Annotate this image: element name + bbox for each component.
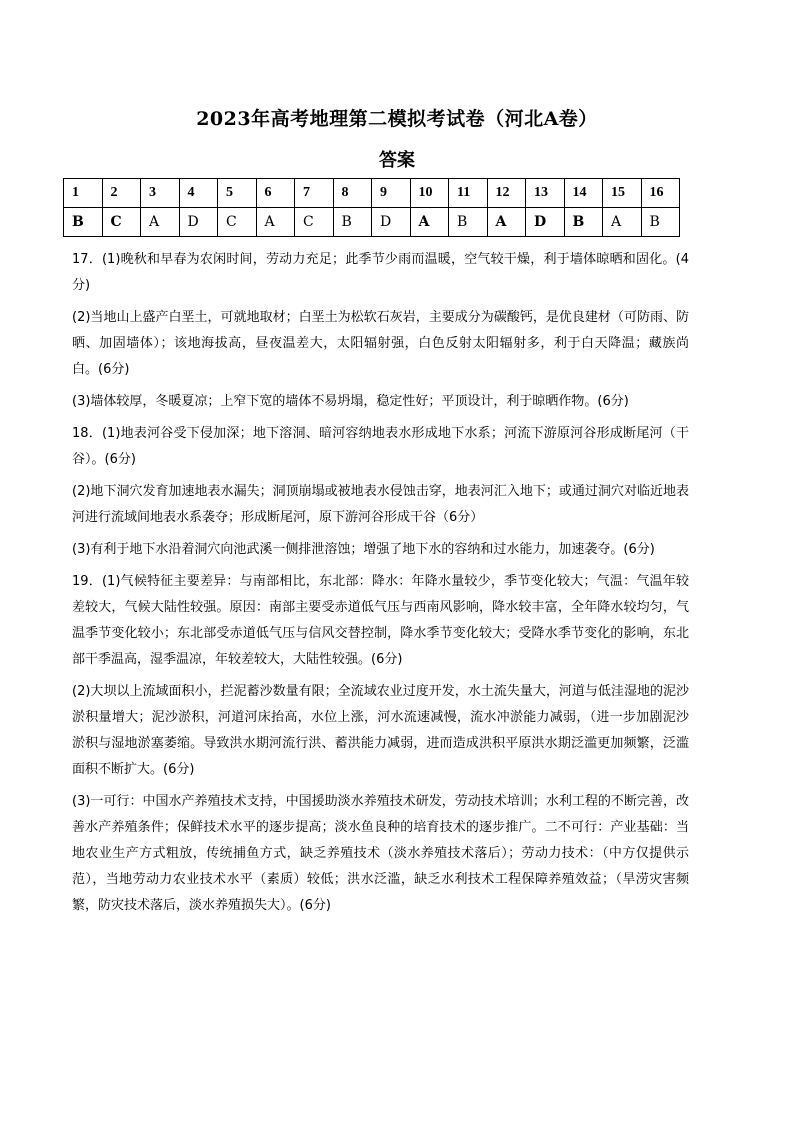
- answer-cell: A: [487, 208, 526, 237]
- question-number: 2: [102, 179, 141, 208]
- answer-cell: A: [141, 208, 180, 237]
- answer-paragraph: 19．(1)气候特征主要差异：与南部相比，东北部：降水：年降水量较少，季节变化较大；气温：气温年较差较大，气候大陆性较强。原因：南部主要受赤道低气压与西南风影响，降水较丰富，全年降水较均匀，气温季节变化较小；东北部受赤道低气压与信风交替控制，降水季节变化较大；受降水季节变化的影响，东北部干季温高，湿季温凉，年较差较大，大陆性较强。(6分): [72, 574, 689, 667]
- question-number: 12: [487, 179, 526, 208]
- answer-cell: B: [641, 208, 680, 237]
- question-number: 6: [256, 179, 295, 208]
- answer-cell: A: [603, 208, 642, 237]
- answer-paragraph: (2)地下洞穴发育加速地表水漏失；洞顶崩塌或被地表水侵蚀击穿，地表河汇入地下；或通过洞穴对临近地表河进行流域间地表水系袭夺；形成断尾河，原下游河谷形成干谷（6分）: [72, 484, 689, 525]
- question-number: 4: [179, 179, 218, 208]
- answer-cell: A: [410, 208, 449, 237]
- question-number: 16: [641, 179, 680, 208]
- answer-paragraph: (2)大坝以上流域面积小，拦泥蓄沙数量有限；全流域农业过度开发，水土流失量大，河道与低洼湿地的泥沙淤积量增大；泥沙淤积，河道河床抬高，水位上涨，河水流速减慢，流水冲淤能力减弱，（进一步加剧泥沙淤积与湿地淤塞萎缩。导致洪水期河流行洪、蓄洪能力减弱，进而造成洪积平原洪水期泛滥更加频繁，泛滥面积不断扩大。(6分): [72, 684, 689, 777]
- answer-cell: B: [564, 208, 603, 237]
- question-number: 9: [372, 179, 411, 208]
- answer-cell: B: [333, 208, 372, 237]
- page-title: 2023年高考地理第二模拟考试卷（河北A卷）: [196, 108, 598, 130]
- answer-paragraph: (3)有利于地下水沿着洞穴向池武溪一侧排泄溶蚀；增强了地下水的容纳和过水能力，加速袭夺。(6分): [72, 542, 655, 557]
- answer-cell: B: [64, 208, 103, 237]
- answer-paragraph: 17．(1)晚秋和早春为农闲时间，劳动力充足；此季节少雨而温暖，空气较干燥，利于墙体晾晒和固化。(4分): [72, 252, 689, 293]
- answer-cell: C: [102, 208, 141, 237]
- answer-cell: D: [179, 208, 218, 237]
- answer-paragraph: 18．(1)地表河谷受下侵加深；地下溶洞、暗河容纳地表水形成地下水系；河流下游原河谷形成断尾河（干谷）。(6分): [72, 426, 689, 467]
- answer-cell: C: [218, 208, 257, 237]
- answer-cell: A: [256, 208, 295, 237]
- answer-cell: D: [526, 208, 565, 237]
- answer-cell: B: [449, 208, 488, 237]
- question-number: 7: [295, 179, 334, 208]
- question-number-row: [64, 179, 680, 208]
- answer-paragraph: (2)当地山上盛产白垩土，可就地取材；白垩土为松软石灰岩，主要成分为碳酸钙，是优良建材（可防雨、防晒、加固墙体）；该地海拔高，昼夜温差大，太阳辐射强，白色反射太阳辐射多，利于白天降温；藏族尚白。(6分): [72, 310, 689, 377]
- page-subtitle: 答案: [379, 150, 415, 171]
- question-number: 14: [564, 179, 603, 208]
- answer-paragraph: (3)一可行：中国水产养殖技术支持，中国援助淡水养殖技术研发，劳动技术培训；水利工程的不断完善，改善水产养殖条件；保鲜技术水平的逐步提高；淡水鱼良种的培育技术的逐步推广。二不可行：产业基础：当地农业生产方式粗放，传统捕鱼方式，缺乏养殖技术（淡水养殖技术落后）；劳动力技术：（中方仅提供示范），当地劳动力农业技术水平（素质）较低；洪水泛滥，缺乏水利技术工程保障养殖效益；（旱涝灾害频繁，防灾技术落后，淡水养殖损失大）。(6分): [72, 794, 689, 913]
- answer-paragraph: (3)墙体较厚，冬暖夏凉；上窄下宽的墙体不易坍塌，稳定性好；平顶设计，利于晾晒作物。(6分): [72, 394, 629, 409]
- question-number: 1: [64, 179, 103, 208]
- answer-row: [64, 208, 680, 237]
- question-number: 15: [603, 179, 642, 208]
- question-number: 5: [218, 179, 257, 208]
- question-number: 11: [449, 179, 488, 208]
- question-number: 10: [410, 179, 449, 208]
- answer-cell: C: [295, 208, 334, 237]
- question-number: 13: [526, 179, 565, 208]
- answer-table: [63, 178, 680, 237]
- answer-cell: D: [372, 208, 411, 237]
- answer-explanations: [72, 247, 689, 925]
- question-number: 3: [141, 179, 180, 208]
- question-number: 8: [333, 179, 372, 208]
